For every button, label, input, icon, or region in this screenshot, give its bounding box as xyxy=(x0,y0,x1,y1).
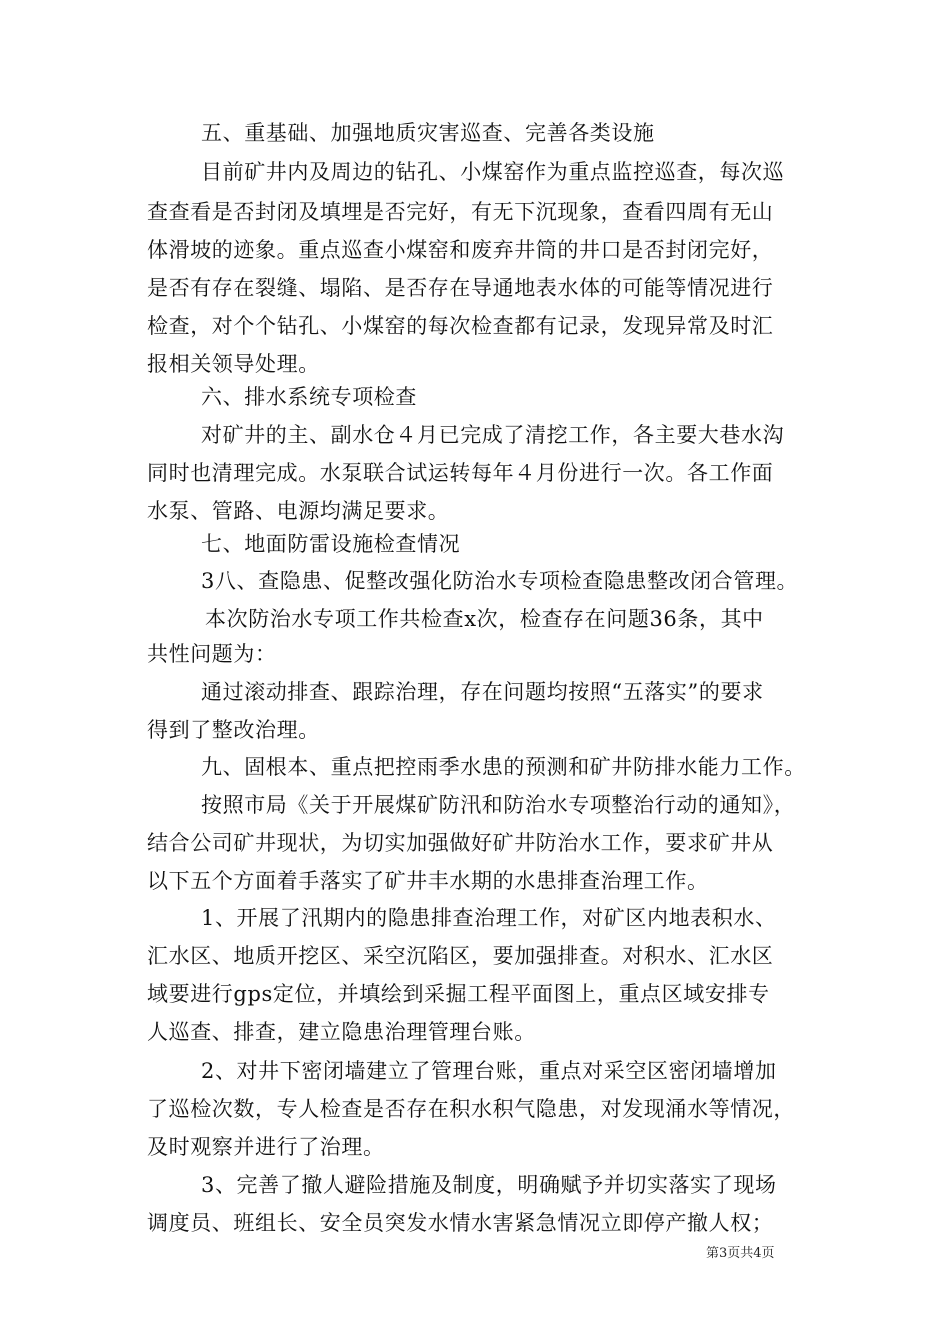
paragraph-line: 以下五个方面着手落实了矿井丰水期的水患排查治理工作。 xyxy=(147,869,709,893)
paragraph-line: 是否有存在裂缝、塌陷、是否存在导通地表水体的可能等情况进行 xyxy=(147,276,774,300)
paragraph-line: 得到了整改治理。 xyxy=(147,718,320,742)
heading-section-8: 3八、查隐患、促整改强化防治水专项检查隐患整改闭合管理。 xyxy=(201,569,799,593)
list-item-1: 1、开展了汛期内的隐患排查治理工作，对矿区内地表积水、 xyxy=(201,906,777,930)
paragraph-line: 及时观察并进行了治理。 xyxy=(147,1135,385,1159)
paragraph-line: 同时也清理完成。水泵联合试运转每年４月份进行一次。各工作面 xyxy=(147,461,774,485)
heading-section-9: 九、固根本、重点把控雨季水患的预测和矿井防排水能力工作。 xyxy=(201,755,806,779)
paragraph-line: 通过滚动排查、跟踪治理，存在问题均按照“五落实”的要求 xyxy=(201,680,764,704)
paragraph-line: 结合公司矿井现状，为切实加强做好矿井防治水工作，要求矿井从 xyxy=(147,831,774,855)
paragraph-line: 本次防治水专项工作共检查x次，检查存在问题36条，其中 xyxy=(205,607,764,631)
paragraph-line: 调度员、班组长、安全员突发水情水害紧急情况立即停产撤人权； xyxy=(147,1211,774,1235)
paragraph-line: 按照市局《关于开展煤矿防汛和防治水专项整治行动的通知》， xyxy=(201,793,796,817)
paragraph-line: 了巡检次数，专人检查是否存在积水积气隐患，对发现涌水等情况， xyxy=(147,1097,795,1121)
paragraph-line: 对矿井的主、副水仓４月已完成了清挖工作，各主要大巷水沟 xyxy=(201,423,785,447)
heading-section-6: 六、排水系统专项检查 xyxy=(201,385,417,409)
paragraph-line: 水泵、管路、电源均满足要求。 xyxy=(147,499,450,523)
page-number: 第3页共4页 xyxy=(706,1246,775,1261)
list-item-3: 3、完善了撤人避险措施及制度，明确赋予并切实落实了现场 xyxy=(201,1173,777,1197)
heading-section-5: 五、重基础、加强地质灾害巡查、完善各类设施 xyxy=(201,121,655,145)
paragraph-line: 检查，对个个钻孔、小煤窑的每次检查都有记录，发现异常及时汇 xyxy=(147,314,774,338)
heading-section-7: 七、地面防雷设施检查情况 xyxy=(201,532,461,556)
paragraph-line: 人巡查、排查，建立隐患治理管理台账。 xyxy=(147,1020,536,1044)
paragraph-line: 域要进行gps定位，并填绘到采掘工程平面图上，重点区域安排专 xyxy=(147,982,770,1006)
paragraph-line: 目前矿井内及周边的钻孔、小煤窑作为重点监控巡查，每次巡 xyxy=(201,160,785,184)
paragraph-line: 汇水区、地质开挖区、采空沉陷区，要加强排查。对积水、汇水区 xyxy=(147,944,774,968)
paragraph-line: 共性问题为： xyxy=(147,642,277,666)
list-item-2: 2、对井下密闭墙建立了管理台账，重点对采空区密闭墙增加 xyxy=(201,1059,777,1083)
paragraph-line: 体滑坡的迹象。重点巡查小煤窑和废弃井筒的井口是否封闭完好， xyxy=(147,238,774,262)
paragraph-line: 查查看是否封闭及填埋是否完好，有无下沉现象，查看四周有无山 xyxy=(147,200,774,224)
paragraph-line: 报相关领导处理。 xyxy=(147,352,320,376)
